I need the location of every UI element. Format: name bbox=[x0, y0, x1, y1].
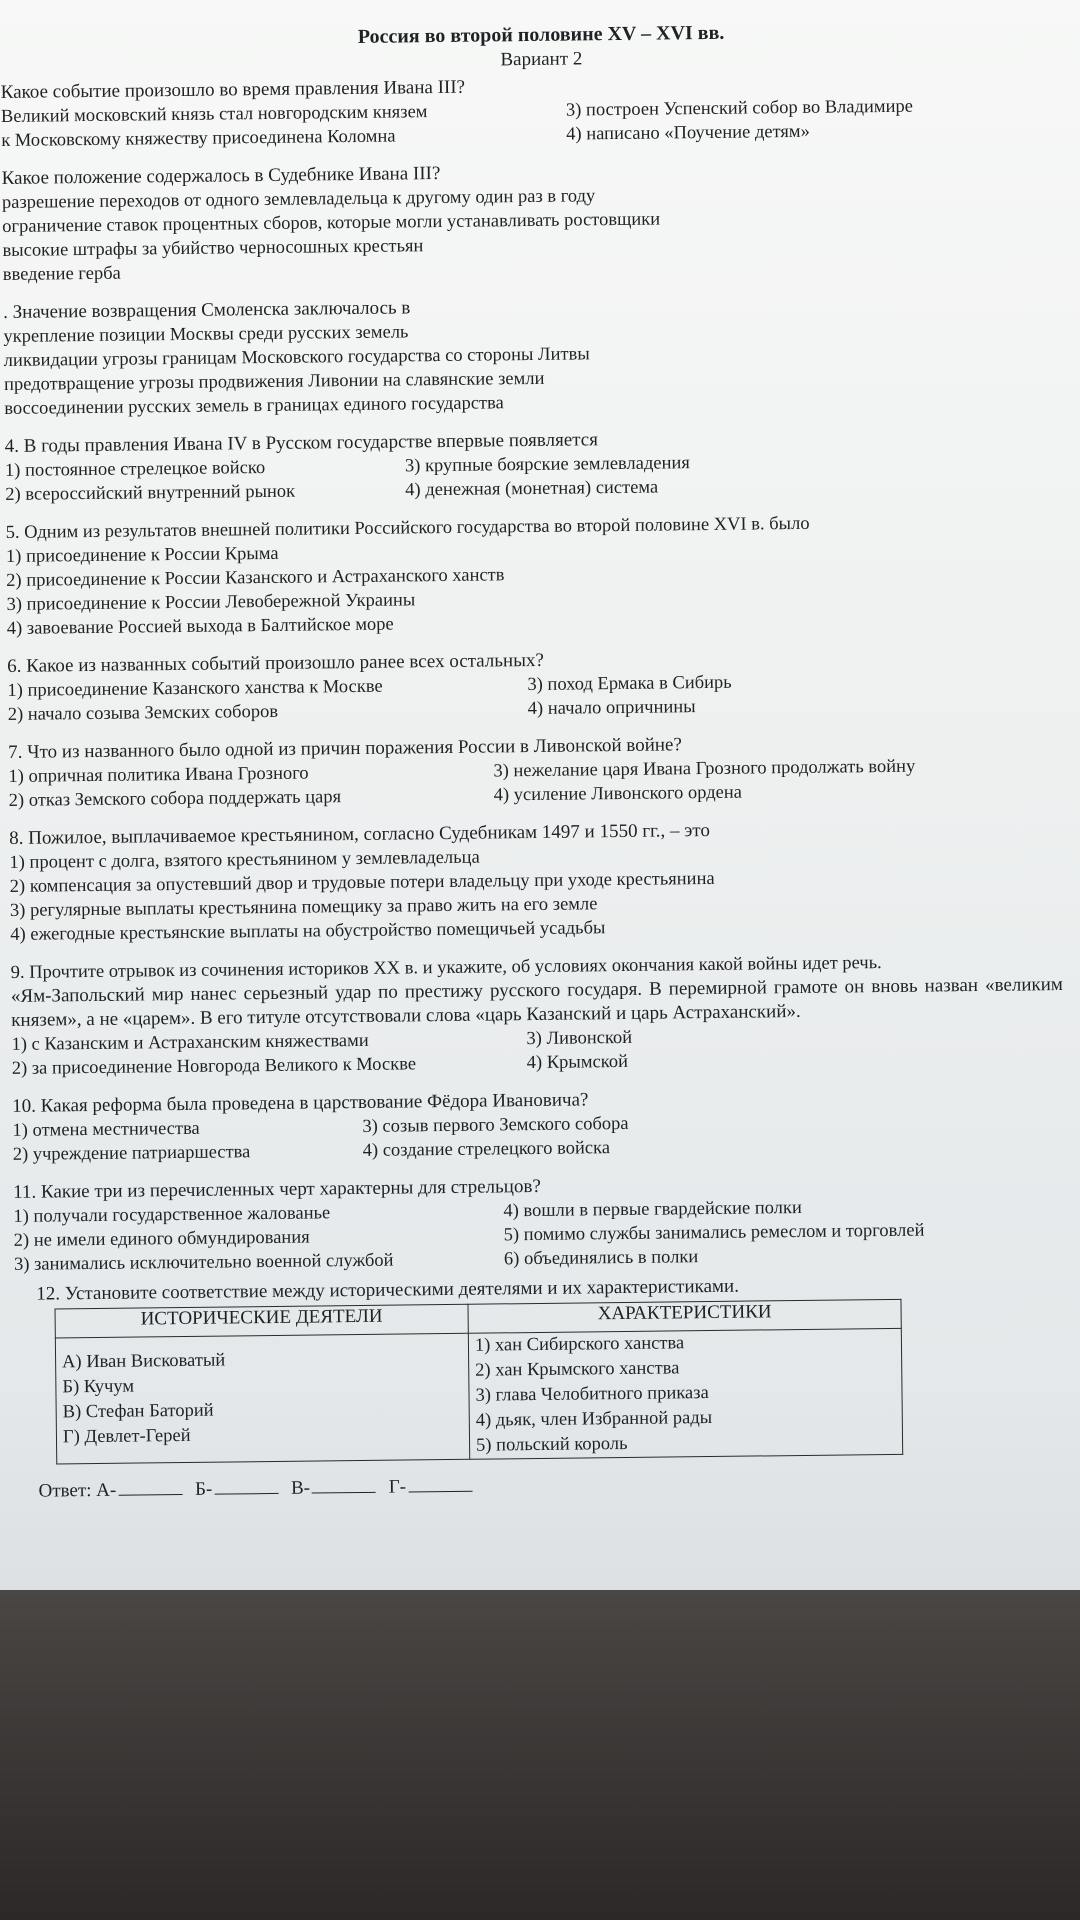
option: Великий московский князь стал новгородским князем bbox=[0, 102, 428, 127]
option: 3) регулярные выплаты крестьянина помещику за право жить на его земле bbox=[9, 894, 598, 921]
option: 4) вошли в первые гвардейские полки bbox=[503, 1197, 802, 1222]
figure-item: А) Иван Висковатый bbox=[62, 1350, 226, 1373]
question-text: 6. Какое из названных событий произошло ранее всех остальных? bbox=[7, 649, 544, 677]
question-10 bbox=[12, 1083, 1075, 1167]
matching-table bbox=[55, 1299, 904, 1465]
question-4 bbox=[5, 423, 1068, 507]
option: 1) опричная политика Ивана Грозного bbox=[8, 763, 309, 787]
answer-blank-g[interactable] bbox=[408, 1491, 472, 1493]
option: укрепление позиции Москвы среди русских земель bbox=[3, 322, 409, 347]
option: предотвращение угрозы продвижения Ливонии на славянские земли bbox=[3, 368, 545, 395]
option: 4) денежная (монетная) система bbox=[405, 477, 659, 501]
characteristic-item: 3) глава Челобитного приказа bbox=[475, 1383, 709, 1406]
option: 3) построен Успенский собор во Владимире bbox=[565, 96, 914, 121]
option: 2) учреждение патриаршества bbox=[12, 1142, 251, 1165]
worksheet bbox=[0, 18, 1079, 1503]
option: 2) начало созыва Земских соборов bbox=[7, 701, 279, 725]
option: 1) отмена местничества bbox=[12, 1118, 200, 1141]
option: 3) созыв первого Земского собора bbox=[362, 1113, 629, 1137]
quote-text: «Ям-Запольский мир нанес серьезный удар по престижу русского государя. В перемирной грамоте он вновь назван «великим князем», а не «царем». В его титуле отсутствовали слова «царь Казанский и царь Астраханский». bbox=[10, 974, 1064, 1031]
question-6 bbox=[7, 643, 1070, 727]
option: 4) написано «Поучение детям» bbox=[566, 121, 810, 145]
question-text: 10. Какая реформа была проведена в царствование Фёдора Ивановича? bbox=[12, 1089, 589, 1117]
option: 4) завоевание Россией выхода в Балтийское море bbox=[6, 614, 394, 639]
option: воссоединении русских земель в границах единого государства bbox=[4, 393, 504, 419]
characteristics-column bbox=[468, 1328, 902, 1459]
worksheet-title: Россия во второй половине XV – XVI вв. bbox=[357, 21, 725, 48]
characteristic-item: 2) хан Крымского ханства bbox=[475, 1358, 680, 1381]
option: введение герба bbox=[2, 263, 121, 285]
question-12 bbox=[14, 1271, 1078, 1503]
option: 4) создание стрелецкого войска bbox=[362, 1138, 611, 1161]
figures-column bbox=[55, 1333, 469, 1464]
option: 3) поход Ермака в Сибирь bbox=[527, 672, 732, 696]
question-1 bbox=[1, 69, 1064, 153]
option: 4) усиление Ливонского ордена bbox=[493, 782, 743, 806]
characteristic-item: 1) хан Сибирского ханства bbox=[474, 1333, 685, 1356]
option: 1) присоединение к России Крыма bbox=[5, 543, 279, 567]
question-text: 11. Какие три из перечисленных черт характерны для стрельцов? bbox=[13, 1175, 541, 1203]
question-11 bbox=[13, 1169, 1076, 1277]
question-2 bbox=[2, 155, 1065, 287]
question-5 bbox=[6, 509, 1069, 641]
option: 1) с Казанским и Астраханским княжествами bbox=[11, 1030, 369, 1055]
figure-item: В) Стефан Баторий bbox=[62, 1400, 214, 1423]
table-header-characteristics: ХАРАКТЕРИСТИКИ bbox=[468, 1299, 901, 1333]
option: высокие штрафы за убийство черносошных крестьян bbox=[2, 236, 424, 261]
option: 2) всероссийский внутренний рынок bbox=[5, 481, 296, 505]
characteristic-item: 4) дьяк, член Избранной рады bbox=[475, 1408, 713, 1431]
option: ликвидации угрозы границам Московского государства со стороны Литвы bbox=[3, 344, 590, 371]
question-8 bbox=[9, 815, 1072, 947]
figure-item: Г) Девлет-Герей bbox=[62, 1425, 191, 1448]
option: 1) присоединение Казанского ханства к Москве bbox=[7, 676, 383, 701]
question-text: 5. Одним из результатов внешней политики Российского государства во второй половине XVI в. было bbox=[5, 513, 810, 543]
option: 2) за присоединение Новгорода Великого к Москве bbox=[11, 1054, 417, 1079]
option: 3) нежелание царя Ивана Грозного продолжать войну bbox=[493, 756, 916, 782]
option: 6) объединялись в полки bbox=[503, 1247, 699, 1270]
option: 1) получали государственное жалованье bbox=[13, 1203, 331, 1227]
question-9 bbox=[11, 949, 1074, 1081]
option: 4) начало опричнины bbox=[527, 697, 696, 720]
answer-label-v: В- bbox=[290, 1477, 311, 1499]
question-text: 4. В годы правления Ивана IV в Русском государстве впервые появляется bbox=[4, 429, 599, 457]
characteristic-item: 5) польский король bbox=[475, 1433, 628, 1456]
answer-blank-b[interactable] bbox=[214, 1493, 278, 1495]
answer-label-g: Г- bbox=[388, 1476, 407, 1498]
question-7 bbox=[8, 729, 1071, 813]
question-text: 12. Установите соответствие между историческими деятелями и их характеристиками. bbox=[36, 1275, 740, 1305]
option: 1) процент с долга, взятого крестьянином у землевладельца bbox=[9, 847, 480, 873]
question-text: . Значение возвращения Смоленска заключалось в bbox=[3, 297, 411, 323]
question-text: 8. Пожилое, выплачиваемое крестьянином, согласно Судебникам 1497 и 1550 гг., – это bbox=[9, 819, 711, 849]
answer-label-a: Ответ: А- bbox=[38, 1479, 117, 1502]
question-3 bbox=[3, 289, 1066, 421]
answer-label-b: Б- bbox=[194, 1478, 213, 1500]
option: 3) присоединение к России Левобережной Украины bbox=[6, 590, 416, 615]
option: 4) Крымской bbox=[526, 1051, 629, 1074]
table-surface bbox=[0, 1590, 1080, 1920]
option: 2) компенсация за опустевший двор и трудовые потери владельцу при уходе крестьянина bbox=[9, 868, 715, 897]
table-header-figures: ИСТОРИЧЕСКИЕ ДЕЯТЕЛИ bbox=[55, 1304, 468, 1338]
option: разрешение переходов от одного землевладельца к другому один раз в году bbox=[1, 186, 596, 213]
figure-item: Б) Кучум bbox=[62, 1376, 135, 1398]
question-text: 9. Прочтите отрывок из сочинения историков XX в. и укажите, об условиях окончания какой войны идет речь. bbox=[10, 953, 882, 983]
variant-label: Вариант 2 bbox=[500, 48, 583, 71]
option: к Московскому княжеству присоединена Коломна bbox=[1, 126, 396, 151]
question-text: Какое положение содержалось в Судебнике Ивана III? bbox=[1, 163, 441, 189]
answer-blank-v[interactable] bbox=[312, 1492, 376, 1494]
option: 2) присоединение к России Казанского и Астраханского ханств bbox=[6, 565, 505, 591]
option: 5) помимо службы занимались ремеслом и торговлей bbox=[503, 1220, 925, 1246]
option: 2) не имели единого обмундирования bbox=[13, 1227, 310, 1251]
option: 2) отказ Земского собора поддержать царя bbox=[8, 787, 342, 811]
option: 3) Ливонской bbox=[526, 1027, 633, 1050]
question-text: 7. Что из названного было одной из причин поражения России в Ливонской войне? bbox=[8, 734, 682, 763]
option: ограничение ставок процентных сборов, которые могли устанавливать ростовщики bbox=[2, 209, 661, 237]
option: 3) крупные боярские землевладения bbox=[404, 453, 690, 477]
question-text: Какое событие произошло во время правления Ивана III? bbox=[0, 76, 466, 103]
answer-blank-a[interactable] bbox=[118, 1494, 182, 1496]
option: 3) занимались исключительно военной службой bbox=[13, 1250, 394, 1275]
option: 1) постоянное стрелецкое войско bbox=[4, 458, 266, 481]
option: 4) ежегодные крестьянские выплаты на обустройство помещичьей усадьбы bbox=[10, 918, 606, 945]
